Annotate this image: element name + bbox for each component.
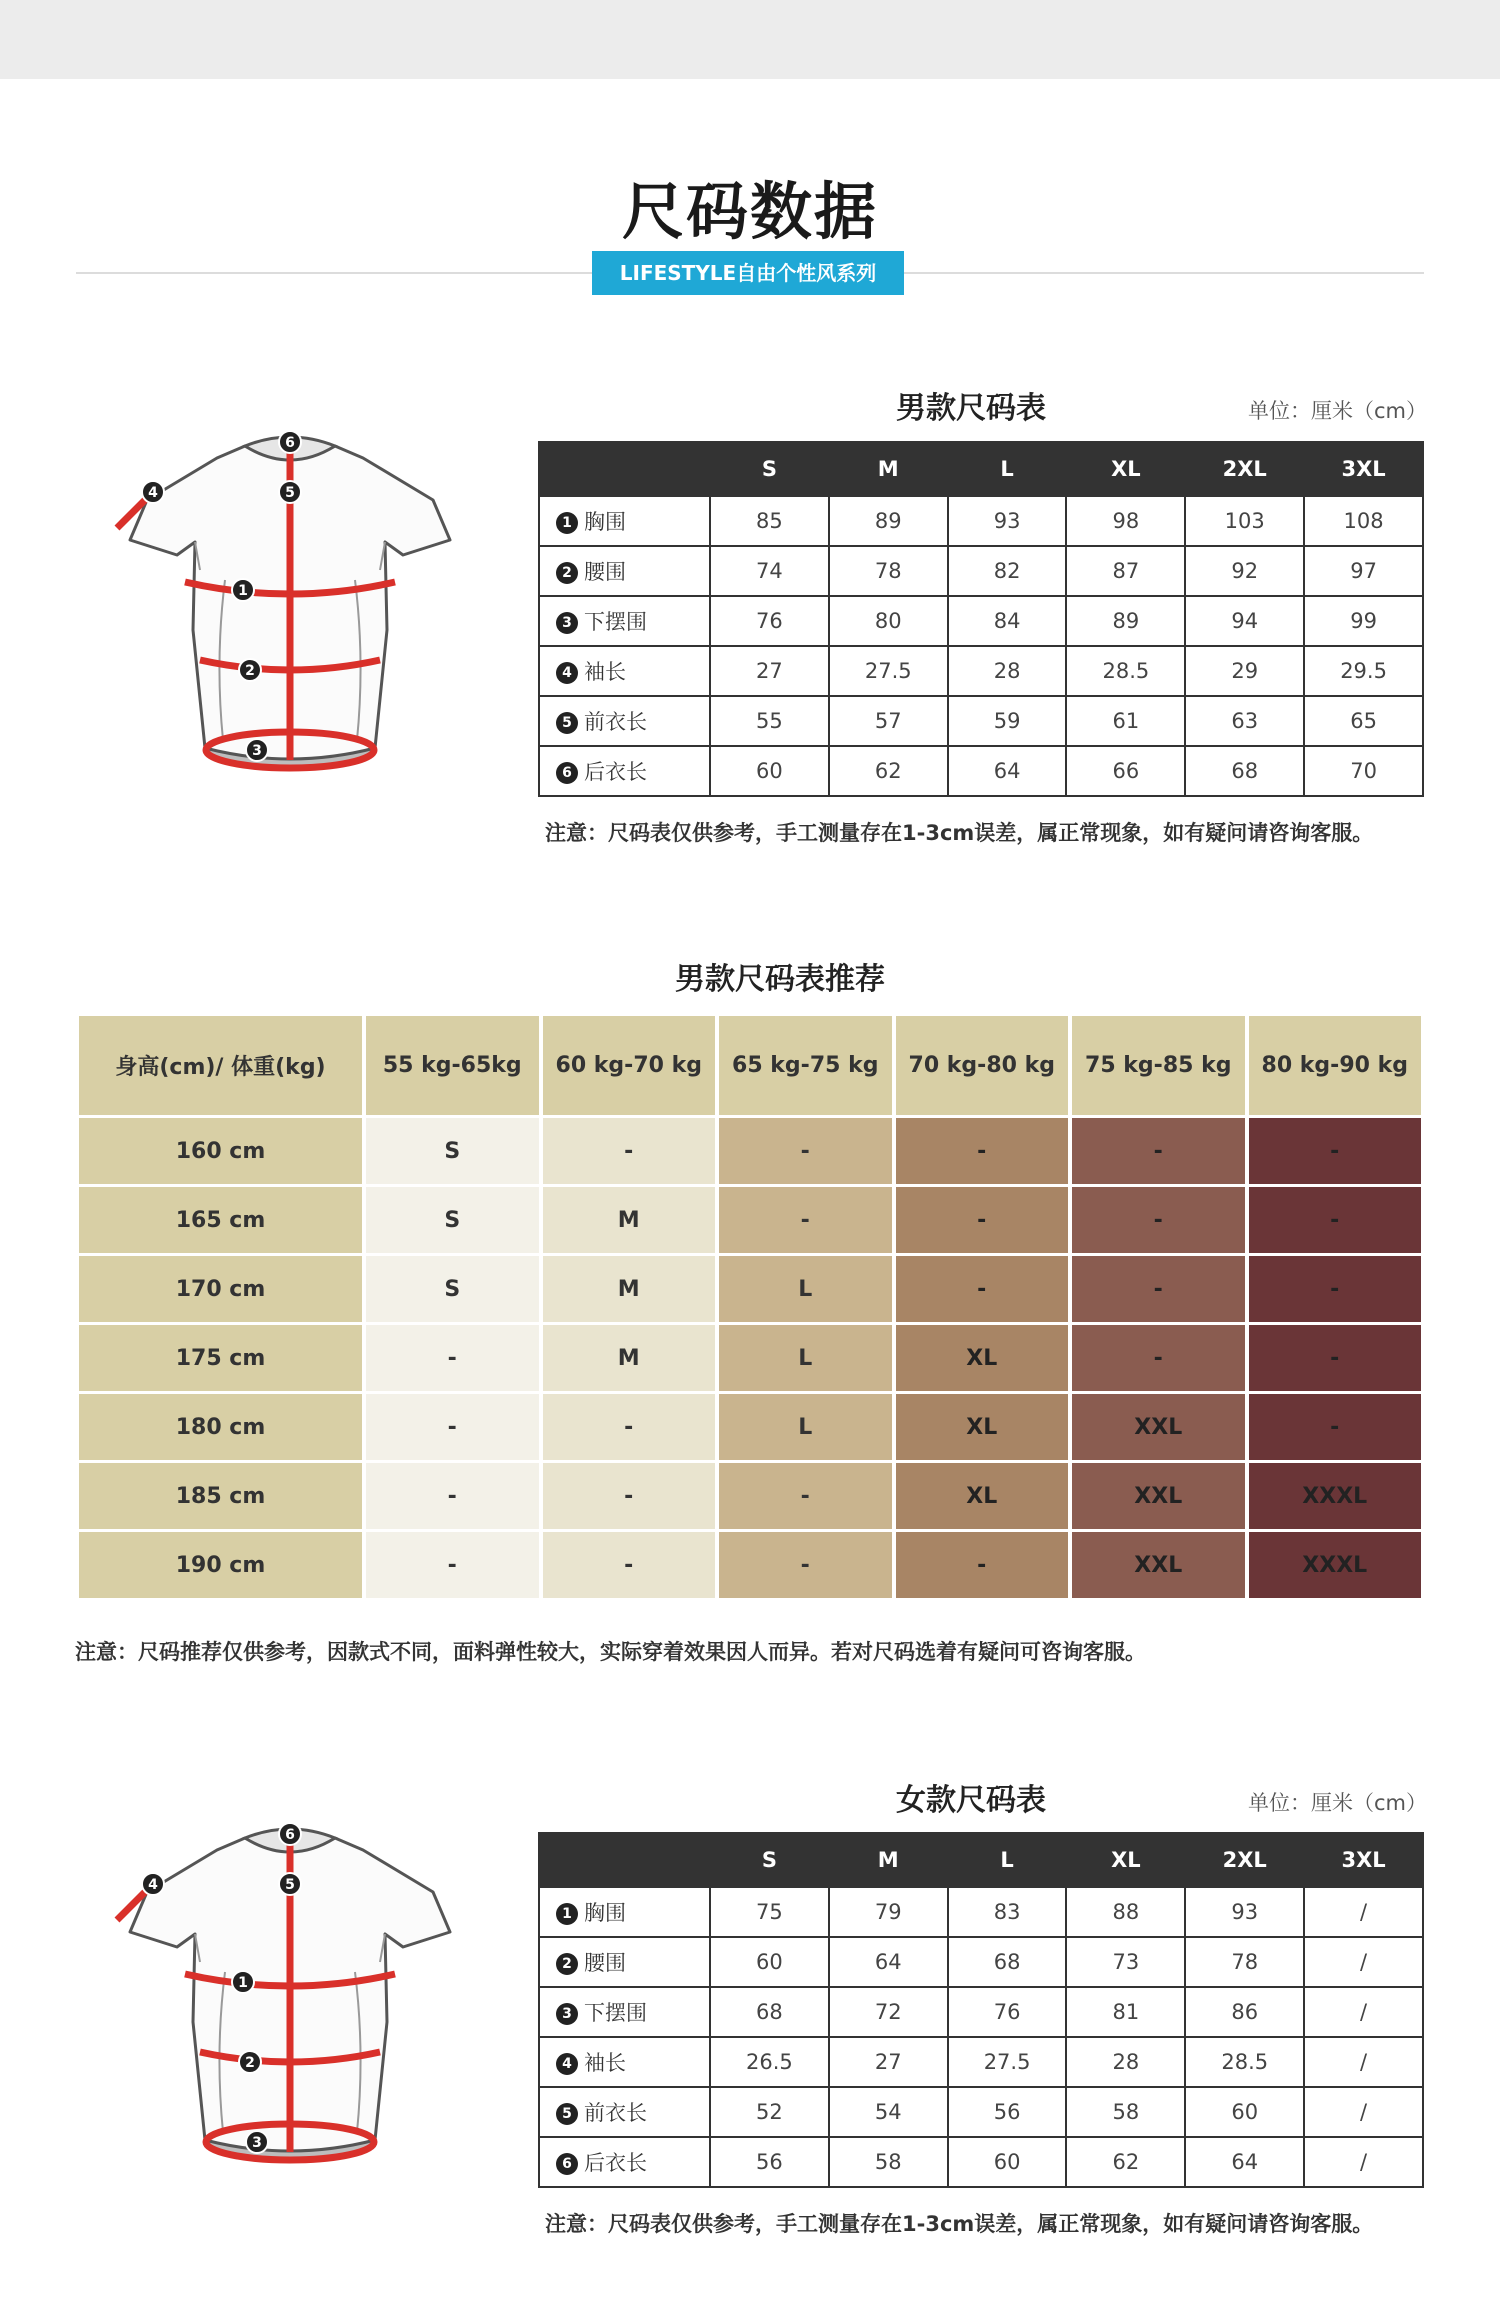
- men-chart-title: 男款尺码表: [896, 391, 1046, 426]
- table-cell: 89: [1066, 596, 1185, 646]
- number-marker: 3: [556, 2003, 578, 2025]
- number-marker: 5: [556, 712, 578, 734]
- table-row: [539, 696, 1423, 746]
- table-corner-cell: [539, 442, 710, 496]
- table-row: [539, 1887, 1423, 1937]
- marker-5-badge: [279, 1873, 301, 1895]
- table-cell: 70: [1304, 746, 1423, 796]
- recommended-size-cell: -: [1249, 1256, 1422, 1322]
- recommendation-row: [79, 1463, 1421, 1529]
- height-cell: 190 cm: [79, 1532, 362, 1598]
- table-cell: /: [1304, 1887, 1423, 1937]
- measurement-label-cell: [539, 2137, 710, 2187]
- weight-header-cell: 70 kg-80 kg: [896, 1016, 1069, 1115]
- measurement-label: 下摆围: [584, 610, 647, 634]
- table-cell: 87: [1066, 546, 1185, 596]
- jersey-diagram-women: [105, 1822, 475, 2182]
- table-row: [539, 1937, 1423, 1987]
- size-header-cell: M: [829, 1833, 948, 1887]
- top-bar: [0, 0, 1500, 79]
- table-cell: 61: [1066, 696, 1185, 746]
- recommended-size-cell: L: [719, 1325, 892, 1391]
- recommended-size-cell: -: [1072, 1187, 1245, 1253]
- measurement-label: 腰围: [584, 1951, 626, 1975]
- weight-header-cell: 60 kg-70 kg: [543, 1016, 716, 1115]
- table-cell: 68: [948, 1937, 1067, 1987]
- marker-4-badge: [142, 481, 164, 503]
- table-row: [539, 2137, 1423, 2187]
- table-cell: 103: [1185, 496, 1304, 546]
- women-chart-title: 女款尺码表: [896, 1783, 1046, 1818]
- table-cell: 75: [710, 1887, 829, 1937]
- table-cell: 85: [710, 496, 829, 546]
- table-cell: 60: [710, 746, 829, 796]
- recommended-size-cell: M: [543, 1256, 716, 1322]
- height-cell: 160 cm: [79, 1118, 362, 1184]
- table-cell: 59: [948, 696, 1067, 746]
- table-cell: 62: [1066, 2137, 1185, 2187]
- number-marker: 4: [556, 662, 578, 684]
- measurement-label-cell: [539, 1937, 710, 1987]
- table-cell: 28.5: [1185, 2037, 1304, 2087]
- marker-1-badge: [232, 1971, 254, 1993]
- marker-label: 6: [285, 435, 295, 451]
- measurement-label-cell: [539, 1887, 710, 1937]
- height-cell: 165 cm: [79, 1187, 362, 1253]
- measurement-label: 胸围: [584, 510, 626, 534]
- recommendation-row: [79, 1118, 1421, 1184]
- table-row: [539, 746, 1423, 796]
- table-cell: 64: [829, 1937, 948, 1987]
- recommended-size-cell: S: [366, 1187, 539, 1253]
- table-cell: 84: [948, 596, 1067, 646]
- marker-label: 3: [252, 743, 262, 759]
- recommended-size-cell: -: [543, 1532, 716, 1598]
- table-cell: 65: [1304, 696, 1423, 746]
- measurement-label: 前衣长: [584, 2101, 647, 2125]
- marker-label: 4: [148, 1877, 158, 1893]
- recommended-size-cell: -: [1249, 1118, 1422, 1184]
- number-marker: 1: [556, 512, 578, 534]
- recommendation-row: [79, 1256, 1421, 1322]
- marker-3-badge: [246, 739, 268, 761]
- marker-1-badge: [232, 579, 254, 601]
- marker-6-badge: [279, 1823, 301, 1845]
- table-cell: 58: [829, 2137, 948, 2187]
- recommended-size-cell: -: [543, 1394, 716, 1460]
- measurement-label-cell: [539, 596, 710, 646]
- recommended-size-cell: -: [719, 1187, 892, 1253]
- recommended-size-cell: XXXL: [1249, 1463, 1422, 1529]
- height-cell: 170 cm: [79, 1256, 362, 1322]
- table-cell: 76: [710, 596, 829, 646]
- table-cell: /: [1304, 2037, 1423, 2087]
- table-cell: 60: [1185, 2087, 1304, 2137]
- table-cell: 78: [829, 546, 948, 596]
- table-row: [539, 596, 1423, 646]
- marker-6-badge: [279, 431, 301, 453]
- recommended-size-cell: -: [1072, 1256, 1245, 1322]
- table-cell: 86: [1185, 1987, 1304, 2037]
- measurement-label-cell: [539, 746, 710, 796]
- measurement-label: 腰围: [584, 560, 626, 584]
- table-cell: 73: [1066, 1937, 1185, 1987]
- recommended-size-cell: -: [1072, 1325, 1245, 1391]
- table-cell: 81: [1066, 1987, 1185, 2037]
- measurement-label: 袖长: [584, 660, 626, 684]
- table-cell: 64: [948, 746, 1067, 796]
- table-cell: 94: [1185, 596, 1304, 646]
- marker-5-badge: [279, 481, 301, 503]
- men-chart-note: 注意：尺码表仅供参考，手工测量存在1-3cm误差，属正常现象，如有疑问请咨询客服。: [545, 821, 1374, 845]
- size-header-cell: L: [948, 442, 1067, 496]
- recommended-size-cell: XL: [896, 1325, 1069, 1391]
- table-cell: 55: [710, 696, 829, 746]
- table-cell: 27: [829, 2037, 948, 2087]
- men-chart-unit: 单位：厘米（cm）: [1248, 399, 1428, 423]
- size-header-cell: L: [948, 1833, 1067, 1887]
- table-cell: /: [1304, 2137, 1423, 2187]
- table-cell: 58: [1066, 2087, 1185, 2137]
- table-cell: 83: [948, 1887, 1067, 1937]
- table-cell: /: [1304, 1937, 1423, 1987]
- height-cell: 175 cm: [79, 1325, 362, 1391]
- measurement-label: 胸围: [584, 1901, 626, 1925]
- table-cell: 26.5: [710, 2037, 829, 2087]
- table-cell: 27.5: [948, 2037, 1067, 2087]
- women-chart-note: 注意：尺码表仅供参考，手工测量存在1-3cm误差，属正常现象，如有疑问请咨询客服。: [545, 2212, 1374, 2236]
- recommended-size-cell: S: [366, 1256, 539, 1322]
- women-size-table: [538, 1832, 1424, 2188]
- size-header-cell: 2XL: [1185, 442, 1304, 496]
- women-chart-unit: 单位：厘米（cm）: [1248, 1791, 1428, 1815]
- table-cell: 28: [948, 646, 1067, 696]
- recommended-size-cell: -: [896, 1187, 1069, 1253]
- size-header-cell: M: [829, 442, 948, 496]
- table-corner-cell: [539, 1833, 710, 1887]
- size-header-cell: 3XL: [1304, 1833, 1423, 1887]
- recommended-size-cell: -: [719, 1118, 892, 1184]
- size-header-cell: 2XL: [1185, 1833, 1304, 1887]
- table-cell: 27: [710, 646, 829, 696]
- table-cell: 28.5: [1066, 646, 1185, 696]
- recommendation-row: [79, 1187, 1421, 1253]
- table-cell: 66: [1066, 746, 1185, 796]
- size-header-cell: 3XL: [1304, 442, 1423, 496]
- number-marker: 4: [556, 2053, 578, 2075]
- table-cell: 98: [1066, 496, 1185, 546]
- marker-2-badge: [239, 2051, 261, 2073]
- table-cell: 78: [1185, 1937, 1304, 1987]
- recommendation-row: [79, 1394, 1421, 1460]
- marker-label: 5: [285, 1877, 295, 1893]
- recommended-size-cell: -: [719, 1532, 892, 1598]
- size-header-cell: S: [710, 442, 829, 496]
- table-row: [539, 496, 1423, 546]
- recommended-size-cell: -: [896, 1118, 1069, 1184]
- number-marker: 6: [556, 762, 578, 784]
- size-header-cell: S: [710, 1833, 829, 1887]
- marker-label: 1: [238, 1975, 248, 1991]
- marker-label: 4: [148, 485, 158, 501]
- recommended-size-cell: -: [1249, 1394, 1422, 1460]
- marker-3-badge: [246, 2131, 268, 2153]
- measurement-label-cell: [539, 1987, 710, 2037]
- table-row: [539, 2037, 1423, 2087]
- weight-header-cell: 80 kg-90 kg: [1249, 1016, 1422, 1115]
- table-cell: 54: [829, 2087, 948, 2137]
- recommended-size-cell: -: [543, 1463, 716, 1529]
- recommendation-corner-cell: 身高(cm)/ 体重(kg): [79, 1016, 362, 1115]
- table-cell: 99: [1304, 596, 1423, 646]
- weight-header-cell: 65 kg-75 kg: [719, 1016, 892, 1115]
- table-row: [539, 646, 1423, 696]
- size-header-cell: XL: [1066, 1833, 1185, 1887]
- men-size-table: [538, 441, 1424, 797]
- table-cell: 92: [1185, 546, 1304, 596]
- table-cell: 27.5: [829, 646, 948, 696]
- measurement-label-cell: [539, 2037, 710, 2087]
- table-cell: 63: [1185, 696, 1304, 746]
- recommended-size-cell: -: [719, 1463, 892, 1529]
- table-cell: 74: [710, 546, 829, 596]
- measurement-label-cell: [539, 696, 710, 746]
- table-cell: 60: [948, 2137, 1067, 2187]
- jersey-diagram-men: [105, 430, 475, 790]
- recommended-size-cell: XL: [896, 1463, 1069, 1529]
- recommended-size-cell: XXL: [1072, 1463, 1245, 1529]
- recommended-size-cell: L: [719, 1256, 892, 1322]
- table-cell: 82: [948, 546, 1067, 596]
- table-cell: 68: [1185, 746, 1304, 796]
- table-cell: 88: [1066, 1887, 1185, 1937]
- recommendation-title: 男款尺码表推荐: [675, 962, 885, 997]
- table-cell: 62: [829, 746, 948, 796]
- table-cell: 29.5: [1304, 646, 1423, 696]
- table-cell: 97: [1304, 546, 1423, 596]
- table-cell: 93: [1185, 1887, 1304, 1937]
- marker-label: 2: [245, 2055, 255, 2071]
- recommendation-row: [79, 1325, 1421, 1391]
- marker-label: 2: [245, 663, 255, 679]
- recommended-size-cell: M: [543, 1325, 716, 1391]
- marker-label: 6: [285, 1827, 295, 1843]
- recommendation-row: [79, 1532, 1421, 1598]
- marker-label: 3: [252, 2135, 262, 2151]
- recommendation-header-row: [79, 1016, 1421, 1115]
- recommended-size-cell: -: [896, 1532, 1069, 1598]
- table-cell: /: [1304, 1987, 1423, 2037]
- height-cell: 185 cm: [79, 1463, 362, 1529]
- marker-label: 1: [238, 583, 248, 599]
- measurement-label-cell: [539, 2087, 710, 2137]
- recommended-size-cell: -: [896, 1256, 1069, 1322]
- marker-label: 5: [285, 485, 295, 501]
- recommended-size-cell: -: [366, 1325, 539, 1391]
- measurement-label: 后衣长: [584, 2151, 647, 2175]
- table-header-row: [539, 442, 1423, 496]
- recommended-size-cell: XL: [896, 1394, 1069, 1460]
- recommended-size-cell: -: [366, 1394, 539, 1460]
- measurement-label: 前衣长: [584, 710, 647, 734]
- number-marker: 3: [556, 612, 578, 634]
- table-cell: 68: [710, 1987, 829, 2037]
- recommendation-table: [75, 1013, 1425, 1601]
- recommendation-note: 注意：尺码推荐仅供参考，因款式不同，面料弹性较大，实际穿着效果因人而异。若对尺码选着有疑问可咨询客服。: [75, 1640, 1146, 1664]
- recommended-size-cell: XXL: [1072, 1394, 1245, 1460]
- table-row: [539, 546, 1423, 596]
- number-marker: 1: [556, 1903, 578, 1925]
- recommended-size-cell: -: [543, 1118, 716, 1184]
- table-row: [539, 2087, 1423, 2137]
- size-header-cell: XL: [1066, 442, 1185, 496]
- table-cell: 108: [1304, 496, 1423, 546]
- measurement-label: 后衣长: [584, 760, 647, 784]
- table-header-row: [539, 1833, 1423, 1887]
- measurement-label: 下摆围: [584, 2001, 647, 2025]
- table-cell: 56: [710, 2137, 829, 2187]
- recommended-size-cell: M: [543, 1187, 716, 1253]
- measurement-label: 袖长: [584, 2051, 626, 2075]
- table-cell: 89: [829, 496, 948, 546]
- table-row: [539, 1987, 1423, 2037]
- table-cell: 72: [829, 1987, 948, 2037]
- recommended-size-cell: -: [1072, 1118, 1245, 1184]
- table-cell: 60: [710, 1937, 829, 1987]
- recommended-size-cell: S: [366, 1118, 539, 1184]
- height-cell: 180 cm: [79, 1394, 362, 1460]
- recommended-size-cell: L: [719, 1394, 892, 1460]
- table-cell: 52: [710, 2087, 829, 2137]
- marker-2-badge: [239, 659, 261, 681]
- recommended-size-cell: XXXL: [1249, 1532, 1422, 1598]
- table-cell: 56: [948, 2087, 1067, 2137]
- page-title: 尺码数据: [621, 175, 878, 248]
- table-cell: 29: [1185, 646, 1304, 696]
- table-cell: 28: [1066, 2037, 1185, 2087]
- recommended-size-cell: -: [1249, 1187, 1422, 1253]
- number-marker: 2: [556, 1953, 578, 1975]
- recommended-size-cell: -: [366, 1532, 539, 1598]
- number-marker: 2: [556, 562, 578, 584]
- table-cell: /: [1304, 2087, 1423, 2137]
- recommended-size-cell: -: [366, 1463, 539, 1529]
- table-cell: 76: [948, 1987, 1067, 2037]
- number-marker: 6: [556, 2153, 578, 2175]
- measurement-label-cell: [539, 496, 710, 546]
- table-cell: 64: [1185, 2137, 1304, 2187]
- marker-4-badge: [142, 1873, 164, 1895]
- table-cell: 79: [829, 1887, 948, 1937]
- weight-header-cell: 55 kg-65kg: [366, 1016, 539, 1115]
- recommended-size-cell: XXL: [1072, 1532, 1245, 1598]
- number-marker: 5: [556, 2103, 578, 2125]
- table-cell: 57: [829, 696, 948, 746]
- series-badge: LIFESTYLE自由个性风系列: [592, 251, 904, 295]
- measurement-label-cell: [539, 646, 710, 696]
- table-cell: 93: [948, 496, 1067, 546]
- measurement-label-cell: [539, 546, 710, 596]
- weight-header-cell: 75 kg-85 kg: [1072, 1016, 1245, 1115]
- table-cell: 80: [829, 596, 948, 646]
- recommended-size-cell: -: [1249, 1325, 1422, 1391]
